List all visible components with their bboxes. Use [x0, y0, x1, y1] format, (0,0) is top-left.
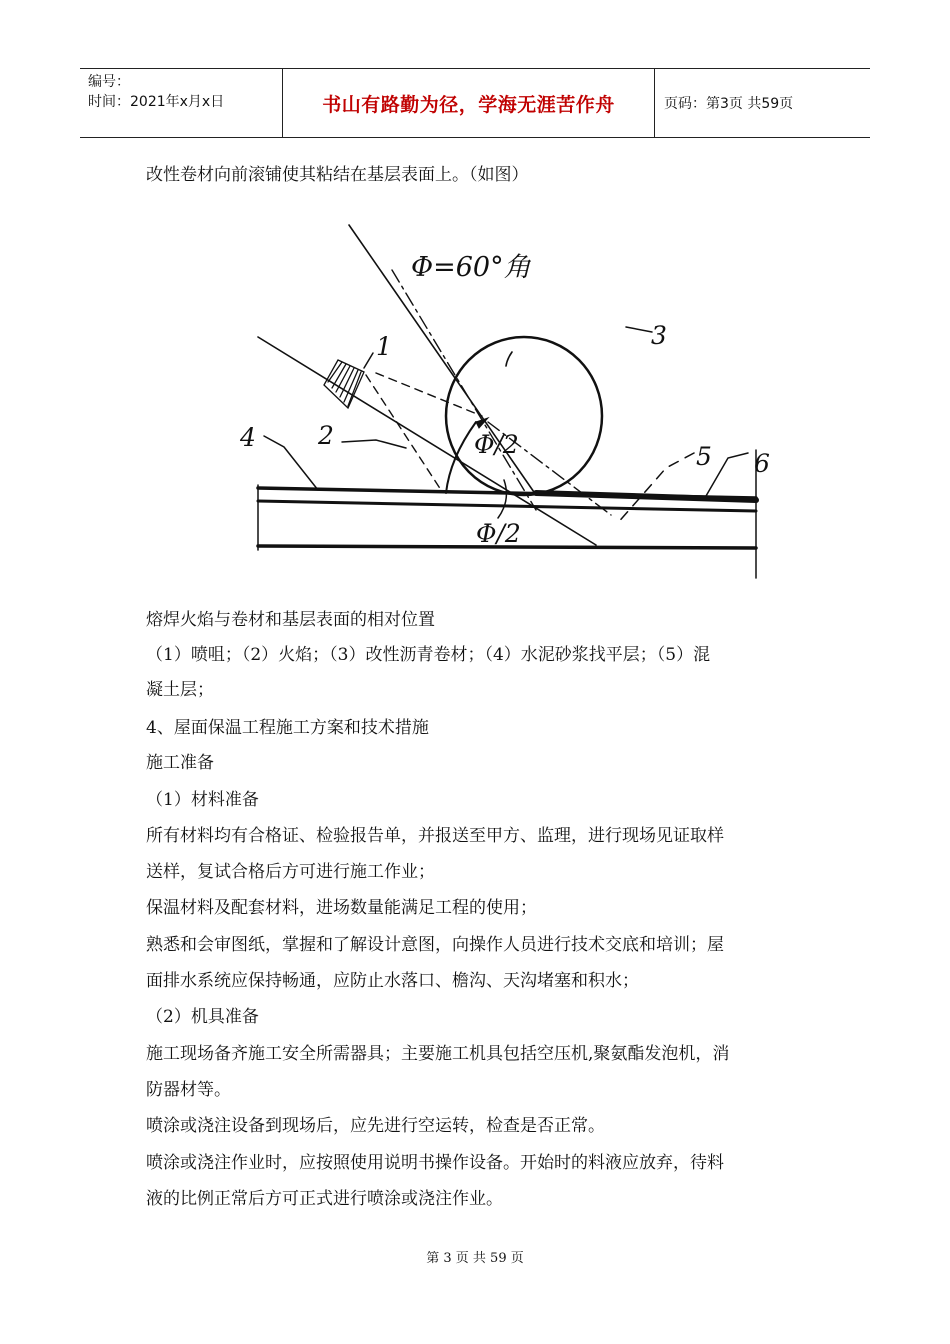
body-line-machinery-4: 喷涂或浇注作业时，应按照使用说明书操作设备。开始时的料液应放弃，待料 [146, 1153, 724, 1173]
header-motto-cell [283, 69, 655, 137]
body-line-1: 改性卷材向前滚铺使其粘结在基层表面上。（如图） [146, 165, 529, 185]
membrane-roll-circle [446, 337, 602, 495]
figure-caption: 熔焊火焰与卷材和基层表面的相对位置 [146, 610, 435, 630]
angle-label: Φ=60°角 [411, 252, 531, 283]
laid-membrane [536, 493, 756, 500]
body-line-drawings-2: 面排水系统应保持畅通，应防止水落口、檐沟、天沟堵塞和积水； [146, 971, 639, 991]
body-line-materials-3: 保温材料及配套材料，进场数量能满足工程的使用； [146, 898, 537, 918]
body-line-materials-1: 所有材料均有合格证、检验报告单，并报送至甲方、监理，进行现场见证取样 [146, 826, 724, 846]
body-line-drawings-1: 熟悉和会审图纸，掌握和了解设计意图，向操作人员进行技术交底和培训；屋 [146, 935, 724, 955]
page-footer: 第 3 页 共 59 页 [426, 1251, 524, 1266]
header-motto: 书山有路勤为径，学海无涯苦作舟 [322, 93, 615, 116]
subheading-materials: （1）材料准备 [146, 790, 259, 810]
page-header [80, 68, 870, 138]
nozzle-icon [324, 360, 364, 408]
body-line-machinery-5: 液的比例正常后方可正式进行喷涂或浇注作业。 [146, 1189, 503, 1209]
legend-line-1: （1）喷咀；（2）火焰；（3）改性沥青卷材；（4）水泥砂浆找平层；（5）混 [146, 645, 711, 665]
body-line-machinery-3: 喷涂或浇注设备到现场后，应先进行空运转，检查是否正常。 [146, 1116, 605, 1136]
label-5: 5 [696, 442, 712, 471]
section-heading: 4、屋面保温工程施工方案和技术措施 [146, 718, 429, 738]
header-page-cell [655, 69, 870, 137]
body-line-machinery-2: 防器材等。 [146, 1080, 231, 1100]
subheading-preparation: 施工准备 [146, 753, 214, 773]
label-3: 3 [651, 321, 667, 350]
half-angle-label-upper: Φ/2 [474, 430, 519, 459]
label-4: 4 [240, 423, 256, 452]
torch-welding-diagram [236, 210, 796, 595]
label-6: 6 [754, 449, 770, 478]
body-line-machinery-1: 施工现场备齐施工安全所需器具；主要施工机具包括空压机,聚氨酯发泡机，消 [146, 1044, 730, 1064]
document-number-label: 编号： [88, 74, 130, 90]
subheading-machinery: （2）机具准备 [146, 1007, 259, 1027]
document-time-label: 时间：2021年x月x日 [88, 94, 225, 110]
legend-line-2: 凝土层； [146, 680, 214, 700]
body-line-materials-2: 送样，复试合格后方可进行施工作业； [146, 862, 435, 882]
half-angle-label-lower: Φ/2 [476, 519, 521, 548]
header-left-cell [80, 69, 283, 137]
label-2: 2 [318, 421, 334, 450]
header-page-info: 页码：第3页 共59页 [664, 96, 794, 112]
mortar-layer-line [258, 501, 756, 511]
label-1: 1 [376, 332, 392, 361]
